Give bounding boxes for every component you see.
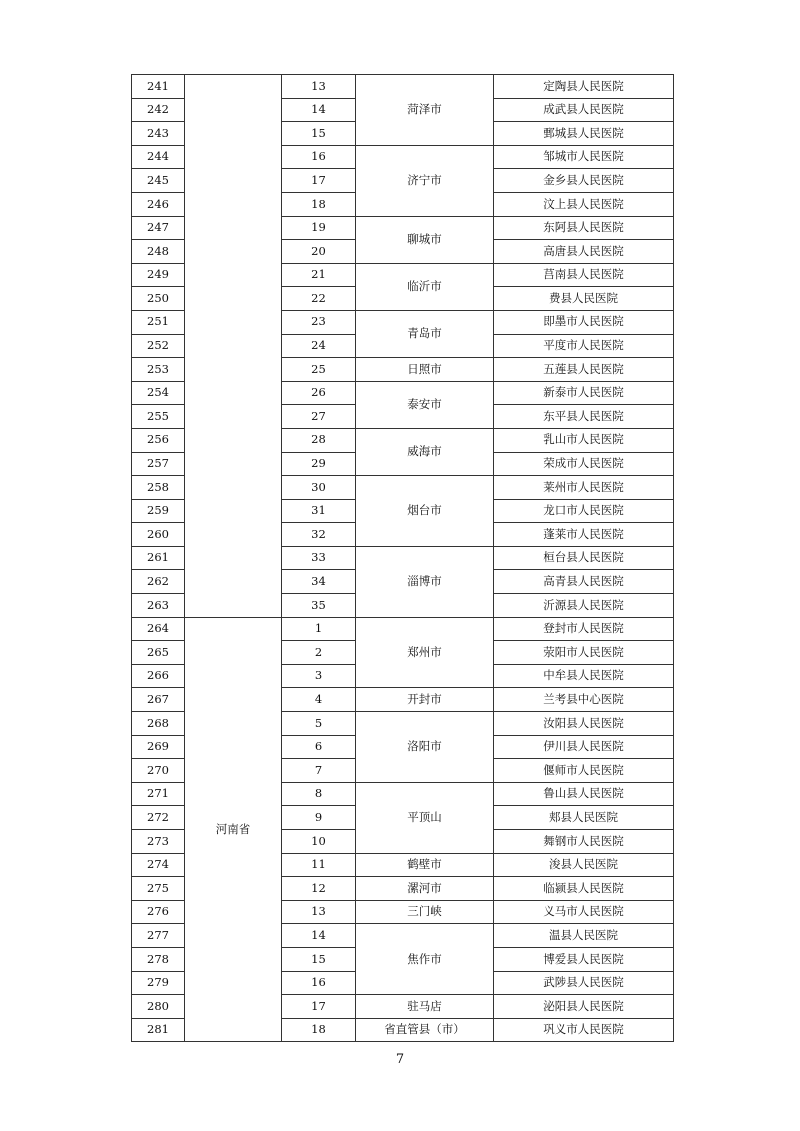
- row-number-cell: 256: [132, 428, 185, 452]
- hospital-name-cell: 乳山市人民医院: [494, 428, 674, 452]
- province-index-cell: 16: [282, 145, 356, 169]
- hospital-name-cell: 泌阳县人民医院: [494, 995, 674, 1019]
- city-cell: 菏泽市: [356, 75, 494, 146]
- table-row: [132, 75, 674, 99]
- city-cell: 威海市: [356, 428, 494, 475]
- row-number-cell: 244: [132, 145, 185, 169]
- hospital-name-cell: 高唐县人民医院: [494, 240, 674, 264]
- province-index-cell: 2: [282, 641, 356, 665]
- province-index-cell: 15: [282, 947, 356, 971]
- row-number-cell: 276: [132, 900, 185, 924]
- province-index-cell: 13: [282, 75, 356, 99]
- row-number-cell: 253: [132, 358, 185, 382]
- city-cell: 三门峡: [356, 900, 494, 924]
- city-cell: 洛阳市: [356, 712, 494, 783]
- table-body: [132, 75, 674, 1042]
- hospital-name-cell: 中牟县人民医院: [494, 664, 674, 688]
- province-index-cell: 6: [282, 735, 356, 759]
- row-number-cell: 266: [132, 664, 185, 688]
- province-index-cell: 12: [282, 877, 356, 901]
- province-index-cell: 4: [282, 688, 356, 712]
- hospital-name-cell: 成武县人民医院: [494, 98, 674, 122]
- province-index-cell: 10: [282, 830, 356, 854]
- row-number-cell: 258: [132, 476, 185, 500]
- province-index-cell: 21: [282, 263, 356, 287]
- row-number-cell: 257: [132, 452, 185, 476]
- city-cell: 鹤壁市: [356, 853, 494, 877]
- province-index-cell: 27: [282, 405, 356, 429]
- hospital-name-cell: 桓台县人民医院: [494, 546, 674, 570]
- city-cell: 青岛市: [356, 310, 494, 357]
- province-index-cell: 22: [282, 287, 356, 311]
- row-number-cell: 252: [132, 334, 185, 358]
- row-number-cell: 270: [132, 759, 185, 783]
- row-number-cell: 265: [132, 641, 185, 665]
- hospital-name-cell: 费县人民医院: [494, 287, 674, 311]
- row-number-cell: 255: [132, 405, 185, 429]
- hospital-name-cell: 博爱县人民医院: [494, 947, 674, 971]
- row-number-cell: 279: [132, 971, 185, 995]
- hospital-name-cell: 汝阳县人民医院: [494, 712, 674, 736]
- city-cell: 济宁市: [356, 145, 494, 216]
- row-number-cell: 268: [132, 712, 185, 736]
- row-number-cell: 243: [132, 122, 185, 146]
- province-index-cell: 35: [282, 594, 356, 618]
- province-index-cell: 7: [282, 759, 356, 783]
- city-cell: 郑州市: [356, 617, 494, 688]
- province-index-cell: 18: [282, 192, 356, 216]
- hospital-name-cell: 龙口市人民医院: [494, 499, 674, 523]
- row-number-cell: 249: [132, 263, 185, 287]
- hospital-name-cell: 荣成市人民医院: [494, 452, 674, 476]
- row-number-cell: 277: [132, 924, 185, 948]
- province-index-cell: 24: [282, 334, 356, 358]
- province-index-cell: 13: [282, 900, 356, 924]
- hospital-name-cell: 蓬莱市人民医院: [494, 523, 674, 547]
- hospital-name-cell: 武陟县人民医院: [494, 971, 674, 995]
- province-index-cell: 17: [282, 169, 356, 193]
- hospital-name-cell: 平度市人民医院: [494, 334, 674, 358]
- province-cell: [185, 75, 282, 618]
- row-number-cell: 260: [132, 523, 185, 547]
- province-index-cell: 15: [282, 122, 356, 146]
- hospital-name-cell: 临颍县人民医院: [494, 877, 674, 901]
- table-row: [132, 617, 674, 641]
- hospital-name-cell: 东阿县人民医院: [494, 216, 674, 240]
- province-index-cell: 5: [282, 712, 356, 736]
- city-cell: 泰安市: [356, 381, 494, 428]
- province-index-cell: 23: [282, 310, 356, 334]
- hospital-name-cell: 沂源县人民医院: [494, 594, 674, 618]
- page-number: 7: [395, 1052, 405, 1067]
- row-number-cell: 278: [132, 947, 185, 971]
- row-number-cell: 261: [132, 546, 185, 570]
- hospital-name-cell: 登封市人民医院: [494, 617, 674, 641]
- hospital-name-cell: 鲁山县人民医院: [494, 782, 674, 806]
- row-number-cell: 262: [132, 570, 185, 594]
- row-number-cell: 246: [132, 192, 185, 216]
- province-index-cell: 1: [282, 617, 356, 641]
- city-cell: 省直管县（市）: [356, 1018, 494, 1042]
- city-cell: 日照市: [356, 358, 494, 382]
- province-index-cell: 3: [282, 664, 356, 688]
- hospital-name-cell: 新泰市人民医院: [494, 381, 674, 405]
- hospital-name-cell: 定陶县人民医院: [494, 75, 674, 99]
- row-number-cell: 248: [132, 240, 185, 264]
- row-number-cell: 281: [132, 1018, 185, 1042]
- row-number-cell: 272: [132, 806, 185, 830]
- city-cell: 平顶山: [356, 782, 494, 853]
- province-cell: 河南省: [185, 617, 282, 1042]
- row-number-cell: 250: [132, 287, 185, 311]
- row-number-cell: 259: [132, 499, 185, 523]
- city-cell: 驻马店: [356, 995, 494, 1019]
- hospital-name-cell: 高青县人民医院: [494, 570, 674, 594]
- province-index-cell: 29: [282, 452, 356, 476]
- hospital-name-cell: 温县人民医院: [494, 924, 674, 948]
- city-cell: 漯河市: [356, 877, 494, 901]
- province-index-cell: 9: [282, 806, 356, 830]
- hospital-name-cell: 莒南县人民医院: [494, 263, 674, 287]
- row-number-cell: 245: [132, 169, 185, 193]
- hospital-name-cell: 即墨市人民医院: [494, 310, 674, 334]
- province-index-cell: 30: [282, 476, 356, 500]
- province-index-cell: 11: [282, 853, 356, 877]
- row-number-cell: 251: [132, 310, 185, 334]
- province-index-cell: 28: [282, 428, 356, 452]
- province-index-cell: 16: [282, 971, 356, 995]
- province-index-cell: 17: [282, 995, 356, 1019]
- province-index-cell: 19: [282, 216, 356, 240]
- province-index-cell: 26: [282, 381, 356, 405]
- row-number-cell: 264: [132, 617, 185, 641]
- hospital-name-cell: 兰考县中心医院: [494, 688, 674, 712]
- city-cell: 焦作市: [356, 924, 494, 995]
- city-cell: 淄博市: [356, 546, 494, 617]
- row-number-cell: 275: [132, 877, 185, 901]
- hospital-name-cell: 伊川县人民医院: [494, 735, 674, 759]
- hospital-name-cell: 汶上县人民医院: [494, 192, 674, 216]
- hospital-name-cell: 金乡县人民医院: [494, 169, 674, 193]
- row-number-cell: 274: [132, 853, 185, 877]
- row-number-cell: 280: [132, 995, 185, 1019]
- hospital-name-cell: 莱州市人民医院: [494, 476, 674, 500]
- hospital-name-cell: 舞钢市人民医院: [494, 830, 674, 854]
- province-index-cell: 20: [282, 240, 356, 264]
- row-number-cell: 242: [132, 98, 185, 122]
- row-number-cell: 254: [132, 381, 185, 405]
- hospital-name-cell: 东平县人民医院: [494, 405, 674, 429]
- city-cell: 临沂市: [356, 263, 494, 310]
- hospital-name-cell: 邹城市人民医院: [494, 145, 674, 169]
- province-index-cell: 32: [282, 523, 356, 547]
- province-index-cell: 8: [282, 782, 356, 806]
- province-index-cell: 34: [282, 570, 356, 594]
- row-number-cell: 263: [132, 594, 185, 618]
- province-index-cell: 25: [282, 358, 356, 382]
- province-index-cell: 14: [282, 924, 356, 948]
- row-number-cell: 247: [132, 216, 185, 240]
- hospital-name-cell: 鄄城县人民医院: [494, 122, 674, 146]
- row-number-cell: 241: [132, 75, 185, 99]
- hospital-name-cell: 巩义市人民医院: [494, 1018, 674, 1042]
- hospital-name-cell: 义马市人民医院: [494, 900, 674, 924]
- hospital-table: [131, 74, 674, 1042]
- city-cell: 聊城市: [356, 216, 494, 263]
- row-number-cell: 271: [132, 782, 185, 806]
- hospital-name-cell: 偃师市人民医院: [494, 759, 674, 783]
- row-number-cell: 267: [132, 688, 185, 712]
- province-index-cell: 14: [282, 98, 356, 122]
- province-index-cell: 18: [282, 1018, 356, 1042]
- row-number-cell: 273: [132, 830, 185, 854]
- province-index-cell: 33: [282, 546, 356, 570]
- hospital-name-cell: 郏县人民医院: [494, 806, 674, 830]
- city-cell: 开封市: [356, 688, 494, 712]
- hospital-name-cell: 荥阳市人民医院: [494, 641, 674, 665]
- hospital-name-cell: 浚县人民医院: [494, 853, 674, 877]
- hospital-name-cell: 五莲县人民医院: [494, 358, 674, 382]
- province-index-cell: 31: [282, 499, 356, 523]
- city-cell: 烟台市: [356, 476, 494, 547]
- row-number-cell: 269: [132, 735, 185, 759]
